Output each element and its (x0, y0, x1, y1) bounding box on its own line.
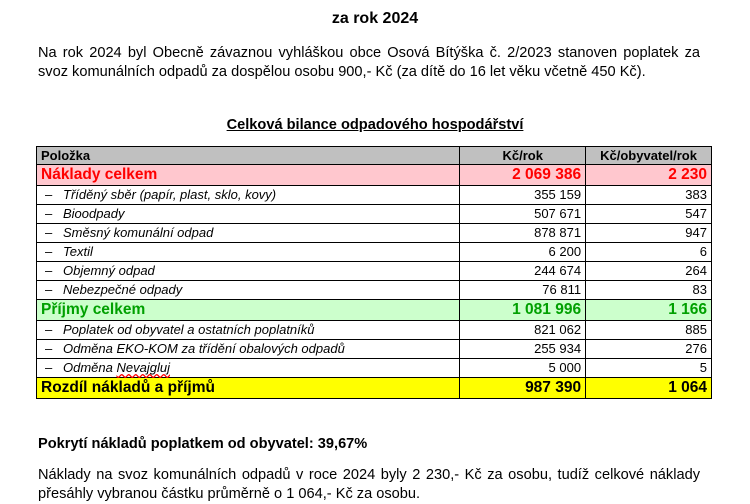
header-item: Položka (37, 147, 460, 165)
cost-item-label: Objemný odpad (63, 263, 155, 278)
cost-item-year: 76 811 (460, 281, 586, 300)
cost-item-year: 244 674 (460, 262, 586, 281)
page-heading: za rok 2024 (331, 10, 419, 27)
table-row (37, 281, 712, 300)
dash-mark: – (45, 322, 53, 337)
table-row (37, 224, 712, 243)
income-item-year: 821 062 (460, 321, 586, 340)
income-item-label-misspelled: Nevajgluj (116, 360, 170, 375)
table-row (37, 205, 712, 224)
income-item-label: Poplatek od obyvatel a ostatních poplatníků (63, 322, 315, 337)
table-row (37, 186, 712, 205)
table-header-row (37, 147, 712, 165)
table-title: Celková bilance odpadového hospodářství (226, 117, 524, 133)
cost-item-per-capita: 6 (586, 243, 712, 262)
costs-total-label: Náklady celkem (37, 165, 460, 186)
income-item-per-capita: 885 (586, 321, 712, 340)
cost-item-per-capita: 383 (586, 186, 712, 205)
income-total-year: 1 081 996 (460, 300, 586, 321)
costs-total-year: 2 069 386 (460, 165, 586, 186)
dash-mark: – (45, 206, 53, 221)
difference-per-capita: 1 064 (586, 378, 712, 399)
table-row (37, 340, 712, 359)
difference-label: Rozdíl nákladů a příjmů (37, 378, 460, 399)
dash-mark: – (45, 360, 53, 375)
cost-item-per-capita: 547 (586, 205, 712, 224)
dash-mark: – (45, 341, 53, 356)
dash-mark: – (45, 282, 53, 297)
difference-row (37, 378, 712, 399)
income-item-label: Odměna EKO-KOM za třídění obalových odpadů (63, 341, 345, 356)
cost-item-per-capita: 264 (586, 262, 712, 281)
intro-paragraph: Na rok 2024 byl Obecně závaznou vyhláškou obce Osová Bítýška č. 2/2023 stanoven poplatek za svoz komunálních odpadů za dospělou osobu 900,- Kč (za dítě do 16 let věku včetně 450 Kč). (38, 45, 700, 80)
income-item-year: 5 000 (460, 359, 586, 378)
costs-total-per-capita: 2 230 (586, 165, 712, 186)
cost-item-year: 507 671 (460, 205, 586, 224)
cost-item-label: Nebezpečné odpady (63, 282, 183, 297)
table-row (37, 359, 712, 378)
income-item-label-prefix: Odměna (63, 360, 117, 375)
cost-item-label: Textil (63, 244, 93, 259)
waste-balance-table (36, 146, 712, 399)
cost-item-label: Bioodpady (63, 206, 125, 221)
income-total-per-capita: 1 166 (586, 300, 712, 321)
table-row (37, 321, 712, 340)
cost-item-per-capita: 947 (586, 224, 712, 243)
dash-mark: – (45, 225, 53, 240)
dash-mark: – (45, 187, 53, 202)
header-per-year: Kč/rok (460, 147, 586, 165)
income-total-row (37, 300, 712, 321)
cost-item-per-capita: 83 (586, 281, 712, 300)
income-item-per-capita: 5 (586, 359, 712, 378)
outro-paragraph: Náklady na svoz komunálních odpadů v roce 2024 byly 2 230,- Kč za osobu, tudíž celkové náklady přesáhly vybranou částku průměrně o 1 064,- Kč za osobu. (38, 467, 700, 502)
table-row (37, 262, 712, 281)
dash-mark: – (45, 263, 53, 278)
cost-item-label: Tříděný sběr (papír, plast, sklo, kovy) (63, 187, 277, 202)
header-per-capita: Kč/obyvatel/rok (586, 147, 712, 165)
cost-item-year: 878 871 (460, 224, 586, 243)
costs-total-row (37, 165, 712, 186)
income-item-year: 255 934 (460, 340, 586, 359)
cost-item-year: 355 159 (460, 186, 586, 205)
difference-year: 987 390 (460, 378, 586, 399)
coverage-summary: Pokrytí nákladů poplatkem od obyvatel: 39,67% (38, 436, 368, 452)
cost-item-label: Směsný komunální odpad (63, 225, 214, 240)
income-item-per-capita: 276 (586, 340, 712, 359)
income-total-label: Příjmy celkem (37, 300, 460, 321)
dash-mark: – (45, 244, 53, 259)
table-row (37, 243, 712, 262)
cost-item-year: 6 200 (460, 243, 586, 262)
